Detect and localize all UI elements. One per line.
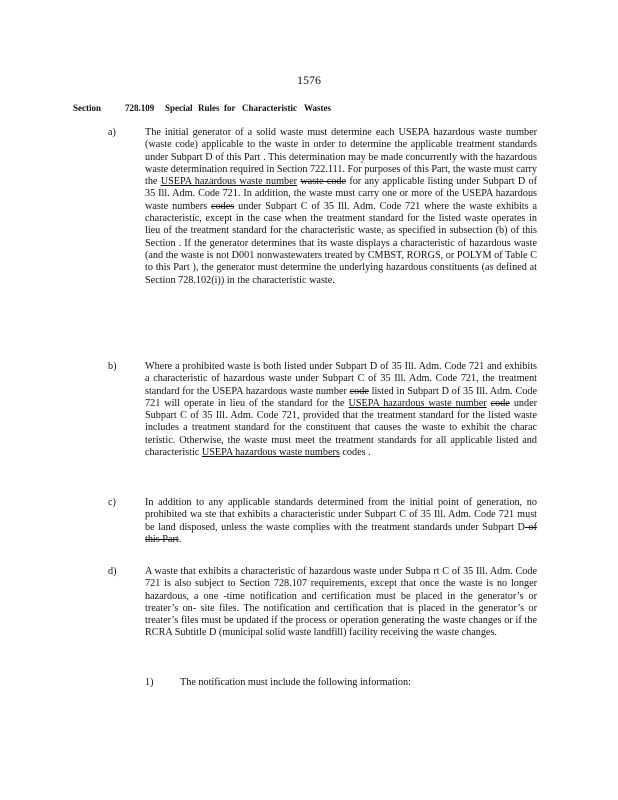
section-heading bbox=[73, 103, 331, 113]
paragraph-b bbox=[145, 361, 537, 459]
text-run: for any applicable listing under Subpart D of 35 Ill. Adm. Code 721. In addition, the waste must carry one or more of the USEPA hazardous waste numbers bbox=[145, 176, 538, 212]
text-run: under Subpart C of 35 Ill. Adm. Code 721, provided that the treatment standard for the listed waste includes a treatment standard for the constituent that causes the waste to exhibit the charac teristic. Otherwise, the waste must meet the treatment standards for all applicable listed and characteristic bbox=[145, 397, 538, 459]
heading-word: for bbox=[224, 103, 236, 113]
heading-section-number: 728.109 bbox=[125, 103, 155, 113]
page-number: 1576 bbox=[297, 73, 321, 87]
heading-section-word: Section bbox=[73, 103, 101, 113]
deleted-text: code bbox=[490, 397, 510, 409]
deleted-text: code bbox=[349, 385, 369, 397]
paragraph-c bbox=[145, 497, 537, 546]
text-run: A waste that exhibits a characteristic of hazardous waste under Subpa rt C of 35 Ill. Adm. Code 721 is also subject to Section 728.107 requirements, except that once the waste is no longer hazardous, a one -time notification and certification must be placed in the generator’s or treater’s on- site files. The notification and certification that is placed in the generator’s or treater’s files must be updated if the process or operation generating the waste changes or if the RCRA Subtitle D (municipal solid waste landfill) facility receiving the waste changes. bbox=[145, 566, 537, 639]
text-run: listed in Subpart D of 35 Ill. Adm. Code 721 will operate in lieu of the standard for the bbox=[145, 385, 538, 409]
heading-word: Wastes bbox=[304, 103, 331, 113]
inserted-text: USEPA hazardous waste number bbox=[160, 176, 298, 188]
heading-word: Rules bbox=[198, 103, 220, 113]
text-run: under Subpart C of 35 Ill. Adm. Code 721 where the waste exhibits a characteristic, except in the case when the treatment standard for the listed waste operates in lieu of the treatment standard for the characteristic waste, as specified in subsection (b) of this Section . If the generator determines that its waste displays a characteristic of hazardous waste (and the waste is not D001 nonwastewaters treated by CMBST, RORGS, or POLYM of Table C to this Part ), the generator must determine the underlying hazardous constituents (as defined at Section 728.102(i)) in the characteristic waste. bbox=[145, 200, 537, 286]
paragraph-label-b: b) bbox=[108, 361, 117, 372]
text-run: codes . bbox=[339, 447, 371, 459]
paragraph-a bbox=[145, 127, 537, 287]
inserted-text: USEPA hazardous waste number bbox=[348, 397, 487, 409]
paragraph-label-a: a) bbox=[108, 127, 116, 138]
paragraph-label-c: c) bbox=[108, 497, 116, 508]
inserted-text: USEPA hazardous waste numbers bbox=[201, 447, 340, 459]
paragraph-d bbox=[145, 566, 537, 640]
deleted-text: codes bbox=[211, 200, 235, 212]
deleted-text: waste code bbox=[300, 176, 347, 188]
text-run: The initial generator of a solid waste must determine each USEPA hazardous waste number (waste code) applicable to the waste in order to determine the applicable treatment standards under Subpart D of this Part . This determination may be made concurrently with the hazardous waste determination required in Section 722.111. For purposes of this Part, the waste must carry the bbox=[145, 127, 537, 188]
heading-word: Special bbox=[165, 103, 193, 113]
subsection-label-1: 1) bbox=[145, 677, 154, 688]
paragraph-label-d: d) bbox=[108, 566, 117, 577]
subsection-1-text: The notification must include the following information: bbox=[180, 677, 411, 688]
deleted-text: of this Part bbox=[145, 521, 537, 545]
heading-word: Characteristic bbox=[242, 103, 297, 113]
text-run: In addition to any applicable standards determined from the initial point of generation, no prohibited wa ste that exhibits a characteristic under Subpart C of 35 Ill. Adm. Code 721 must be land disposed, unless the waste complies with the treatment standards under Subpart D bbox=[145, 497, 537, 533]
text-run: Where a prohibited waste is both listed under Subpart D of 35 Ill. Adm. Code 721 and exhibits a characteristic of hazardous waste under Subpart C of 35 Ill. Adm. Code 721, the treatment standard for the USEPA hazardous waste number bbox=[145, 361, 537, 397]
text-run: . bbox=[178, 533, 182, 545]
